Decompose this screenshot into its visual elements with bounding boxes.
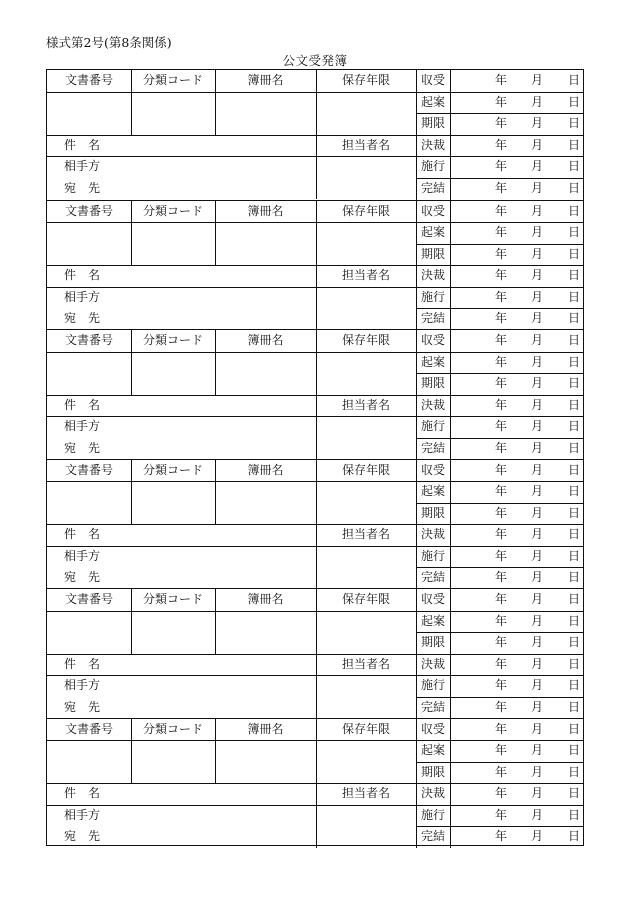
date-year-unit[interactable]: 年 xyxy=(495,268,508,283)
date-month-unit[interactable]: 月 xyxy=(531,94,544,109)
date-label: 施行 xyxy=(420,419,445,434)
person-field[interactable] xyxy=(320,156,412,178)
book-name-field[interactable] xyxy=(215,621,316,643)
header-class-code: 分類コード xyxy=(142,721,203,736)
subject-field[interactable] xyxy=(127,783,312,805)
class-code-field[interactable] xyxy=(131,621,215,643)
grid-line xyxy=(47,611,416,612)
grid-line xyxy=(450,201,451,331)
class-code-field[interactable] xyxy=(131,492,215,514)
date-day-unit[interactable]: 日 xyxy=(568,699,581,714)
date-label: 決裁 xyxy=(420,656,445,671)
date-month-unit[interactable]: 月 xyxy=(531,159,544,174)
date-day-unit[interactable]: 日 xyxy=(568,743,581,758)
grid-line xyxy=(316,805,317,848)
form-number: 様式第2号(第8条関係) xyxy=(46,35,172,50)
date-month-unit[interactable]: 月 xyxy=(531,116,544,131)
header-class-code: 分類コード xyxy=(142,333,203,347)
date-year-unit[interactable]: 年 xyxy=(495,678,508,693)
date-year-unit[interactable]: 年 xyxy=(495,419,508,434)
label-addressee: 宛 先 xyxy=(64,311,101,326)
header-retention: 保存年限 xyxy=(341,592,390,606)
counterparty-field[interactable] xyxy=(127,156,307,178)
label-person: 担当者名 xyxy=(341,656,390,671)
subject-field[interactable] xyxy=(127,395,312,417)
date-day-unit[interactable]: 日 xyxy=(568,397,581,412)
date-label: 完結 xyxy=(420,829,445,844)
retention-field[interactable] xyxy=(316,233,416,255)
date-label: 施行 xyxy=(420,289,445,304)
date-label: 起案 xyxy=(420,743,445,758)
date-day-unit[interactable]: 日 xyxy=(568,354,581,369)
date-label: 起案 xyxy=(420,225,445,240)
date-month-unit[interactable]: 月 xyxy=(531,548,544,563)
date-month-unit[interactable]: 月 xyxy=(531,311,544,326)
subject-field[interactable] xyxy=(127,265,312,287)
class-code-field[interactable] xyxy=(131,362,215,384)
addressee-field[interactable] xyxy=(127,178,307,200)
header-doc-number: 文書番号 xyxy=(64,73,113,87)
date-day-unit[interactable]: 日 xyxy=(568,94,581,109)
doc-number-field[interactable] xyxy=(47,362,131,384)
addressee-field[interactable] xyxy=(127,567,307,589)
date-year-unit[interactable]: 年 xyxy=(495,137,508,152)
date-year-unit[interactable]: 年 xyxy=(495,635,508,650)
header-doc-number: 文書番号 xyxy=(64,592,113,606)
date-month-unit[interactable]: 月 xyxy=(531,289,544,304)
date-month-unit[interactable]: 月 xyxy=(531,268,544,283)
date-label: 施行 xyxy=(420,807,445,822)
date-label: 起案 xyxy=(420,613,445,628)
date-month-unit[interactable]: 月 xyxy=(531,570,544,585)
date-year-unit[interactable]: 年 xyxy=(495,505,508,520)
date-day-unit[interactable]: 日 xyxy=(568,116,581,131)
date-label: 期限 xyxy=(420,764,445,779)
date-year-unit[interactable]: 年 xyxy=(495,807,508,822)
header-retention: 保存年限 xyxy=(341,462,390,477)
header-book-name: 簿冊名 xyxy=(247,333,284,347)
header-book-name: 簿冊名 xyxy=(247,721,284,736)
date-label: 施行 xyxy=(420,548,445,563)
date-day-unit[interactable]: 日 xyxy=(568,73,581,87)
date-day-unit[interactable]: 日 xyxy=(568,484,581,499)
label-person: 担当者名 xyxy=(341,527,390,542)
header-class-code: 分類コード xyxy=(142,592,203,606)
book-name-field[interactable] xyxy=(215,362,316,384)
date-month-unit[interactable]: 月 xyxy=(531,354,544,369)
date-month-unit[interactable]: 月 xyxy=(531,678,544,693)
date-label: 収受 xyxy=(420,73,445,87)
date-month-unit[interactable]: 月 xyxy=(531,786,544,801)
date-year-unit[interactable]: 年 xyxy=(495,699,508,714)
retention-field[interactable] xyxy=(316,492,416,514)
date-day-unit[interactable]: 日 xyxy=(568,764,581,779)
date-label: 完結 xyxy=(420,180,445,195)
label-addressee: 宛 先 xyxy=(64,180,101,195)
date-day-unit[interactable]: 日 xyxy=(568,527,581,542)
label-subject: 件 名 xyxy=(64,397,101,412)
date-year-unit[interactable]: 年 xyxy=(495,246,508,261)
date-month-unit[interactable]: 月 xyxy=(531,419,544,434)
retention-field[interactable] xyxy=(316,362,416,384)
grid-line xyxy=(450,330,451,460)
label-person: 担当者名 xyxy=(341,268,390,283)
date-label: 決裁 xyxy=(420,268,445,283)
date-label: 決裁 xyxy=(420,786,445,801)
grid-line xyxy=(450,589,451,719)
retention-field[interactable] xyxy=(316,751,416,773)
date-year-unit[interactable]: 年 xyxy=(495,311,508,326)
date-year-unit[interactable]: 年 xyxy=(495,829,508,844)
register-entry-block xyxy=(47,200,583,330)
label-counterparty: 相手方 xyxy=(64,678,101,693)
grid-line xyxy=(47,92,416,93)
register-entry-block xyxy=(47,718,583,848)
date-label: 期限 xyxy=(420,246,445,261)
date-label: 収受 xyxy=(420,721,445,736)
register-entry-block xyxy=(47,70,583,200)
date-label: 期限 xyxy=(420,376,445,391)
date-label: 決裁 xyxy=(420,527,445,542)
date-month-unit[interactable]: 月 xyxy=(531,527,544,542)
date-year-unit[interactable]: 年 xyxy=(495,462,508,477)
date-day-unit[interactable]: 日 xyxy=(568,829,581,844)
date-day-unit[interactable]: 日 xyxy=(568,419,581,434)
date-day-unit[interactable]: 日 xyxy=(568,246,581,261)
header-retention: 保存年限 xyxy=(341,333,390,347)
date-month-unit[interactable]: 月 xyxy=(531,721,544,736)
date-day-unit[interactable]: 日 xyxy=(568,289,581,304)
grid-line xyxy=(47,740,416,741)
date-year-unit[interactable]: 年 xyxy=(495,225,508,240)
grid-line xyxy=(316,546,317,589)
date-month-unit[interactable]: 月 xyxy=(531,592,544,606)
date-label: 完結 xyxy=(420,699,445,714)
date-month-unit[interactable]: 月 xyxy=(531,397,544,412)
class-code-field[interactable] xyxy=(131,102,215,124)
header-class-code: 分類コード xyxy=(142,462,203,477)
date-month-unit[interactable]: 月 xyxy=(531,246,544,261)
date-month-unit[interactable]: 月 xyxy=(531,376,544,391)
date-year-unit[interactable]: 年 xyxy=(495,159,508,174)
date-year-unit[interactable]: 年 xyxy=(495,548,508,563)
label-counterparty: 相手方 xyxy=(64,159,101,174)
date-day-unit[interactable]: 日 xyxy=(568,635,581,650)
book-name-field[interactable] xyxy=(215,492,316,514)
header-book-name: 簿冊名 xyxy=(247,592,284,606)
date-year-unit[interactable]: 年 xyxy=(495,484,508,499)
label-counterparty: 相手方 xyxy=(64,548,101,563)
label-subject: 件 名 xyxy=(64,137,101,152)
doc-number-field[interactable] xyxy=(47,492,131,514)
date-month-unit[interactable]: 月 xyxy=(531,333,544,347)
date-month-unit[interactable]: 月 xyxy=(531,743,544,758)
counterparty-field[interactable] xyxy=(127,805,307,827)
person-field[interactable] xyxy=(320,416,412,438)
date-month-unit[interactable]: 月 xyxy=(531,505,544,520)
label-person: 担当者名 xyxy=(341,137,390,152)
date-month-unit[interactable]: 月 xyxy=(531,203,544,218)
label-person: 担当者名 xyxy=(341,397,390,412)
grid-line xyxy=(450,460,451,590)
label-counterparty: 相手方 xyxy=(64,289,101,304)
label-addressee: 宛 先 xyxy=(64,570,101,585)
label-subject: 件 名 xyxy=(64,786,101,801)
retention-field[interactable] xyxy=(316,621,416,643)
addressee-field[interactable] xyxy=(127,826,307,848)
date-year-unit[interactable]: 年 xyxy=(495,397,508,412)
counterparty-field[interactable] xyxy=(127,546,307,568)
date-year-unit[interactable]: 年 xyxy=(495,180,508,195)
page-title: 公文受発簿 xyxy=(282,53,348,68)
person-field[interactable] xyxy=(320,675,412,697)
date-label: 期限 xyxy=(420,505,445,520)
date-year-unit[interactable]: 年 xyxy=(495,570,508,585)
date-label: 期限 xyxy=(420,116,445,131)
doc-number-field[interactable] xyxy=(47,621,131,643)
date-day-unit[interactable]: 日 xyxy=(568,807,581,822)
date-day-unit[interactable]: 日 xyxy=(568,462,581,477)
date-label: 施行 xyxy=(420,678,445,693)
register-entry-block xyxy=(47,329,583,459)
date-day-unit[interactable]: 日 xyxy=(568,180,581,195)
grid-line xyxy=(47,352,416,353)
grid-line xyxy=(47,222,416,223)
register-entry-block xyxy=(47,459,583,589)
header-retention: 保存年限 xyxy=(341,203,390,218)
date-day-unit[interactable]: 日 xyxy=(568,268,581,283)
date-day-unit[interactable]: 日 xyxy=(568,333,581,347)
date-label: 起案 xyxy=(420,354,445,369)
book-name-field[interactable] xyxy=(215,102,316,124)
label-counterparty: 相手方 xyxy=(64,807,101,822)
header-doc-number: 文書番号 xyxy=(64,462,113,477)
date-year-unit[interactable]: 年 xyxy=(495,354,508,369)
header-book-name: 簿冊名 xyxy=(247,462,284,477)
subject-field[interactable] xyxy=(127,524,312,546)
doc-number-field[interactable] xyxy=(47,102,131,124)
date-year-unit[interactable]: 年 xyxy=(495,376,508,391)
header-book-name: 簿冊名 xyxy=(247,73,284,87)
date-year-unit[interactable]: 年 xyxy=(495,333,508,347)
label-subject: 件 名 xyxy=(64,527,101,542)
date-day-unit[interactable]: 日 xyxy=(568,225,581,240)
subject-field[interactable] xyxy=(127,135,312,157)
date-day-unit[interactable]: 日 xyxy=(568,678,581,693)
addressee-field[interactable] xyxy=(127,697,307,719)
doc-number-field[interactable] xyxy=(47,751,131,773)
label-counterparty: 相手方 xyxy=(64,419,101,434)
date-label: 起案 xyxy=(420,484,445,499)
date-label: 施行 xyxy=(420,159,445,174)
counterparty-field[interactable] xyxy=(127,675,307,697)
date-day-unit[interactable]: 日 xyxy=(568,570,581,585)
label-addressee: 宛 先 xyxy=(64,699,101,714)
grid-line xyxy=(450,70,451,200)
date-day-unit[interactable]: 日 xyxy=(568,592,581,606)
class-code-field[interactable] xyxy=(131,233,215,255)
date-day-unit[interactable]: 日 xyxy=(568,548,581,563)
date-year-unit[interactable]: 年 xyxy=(495,721,508,736)
date-day-unit[interactable]: 日 xyxy=(568,505,581,520)
doc-number-field[interactable] xyxy=(47,233,131,255)
person-field[interactable] xyxy=(320,805,412,827)
date-month-unit[interactable]: 月 xyxy=(531,225,544,240)
date-year-unit[interactable]: 年 xyxy=(495,656,508,671)
book-name-field[interactable] xyxy=(215,751,316,773)
addressee-field[interactable] xyxy=(127,308,307,330)
label-subject: 件 名 xyxy=(64,656,101,671)
grid-line xyxy=(316,287,317,330)
date-day-unit[interactable]: 日 xyxy=(568,721,581,736)
grid-line xyxy=(316,156,317,199)
date-day-unit[interactable]: 日 xyxy=(568,203,581,218)
date-month-unit[interactable]: 月 xyxy=(531,699,544,714)
date-day-unit[interactable]: 日 xyxy=(568,159,581,174)
date-label: 収受 xyxy=(420,203,445,218)
date-month-unit[interactable]: 月 xyxy=(531,829,544,844)
date-year-unit[interactable]: 年 xyxy=(495,73,508,87)
date-year-unit[interactable]: 年 xyxy=(495,764,508,779)
person-field[interactable] xyxy=(320,546,412,568)
label-subject: 件 名 xyxy=(64,268,101,283)
date-label: 収受 xyxy=(420,333,445,347)
date-label: 完結 xyxy=(420,440,445,455)
date-year-unit[interactable]: 年 xyxy=(495,94,508,109)
date-year-unit[interactable]: 年 xyxy=(495,116,508,131)
date-year-unit[interactable]: 年 xyxy=(495,289,508,304)
date-day-unit[interactable]: 日 xyxy=(568,656,581,671)
date-day-unit[interactable]: 日 xyxy=(568,786,581,801)
date-label: 収受 xyxy=(420,462,445,477)
date-label: 収受 xyxy=(420,592,445,606)
header-retention: 保存年限 xyxy=(341,721,390,736)
date-month-unit[interactable]: 月 xyxy=(531,807,544,822)
subject-field[interactable] xyxy=(127,654,312,676)
retention-field[interactable] xyxy=(316,102,416,124)
date-month-unit[interactable]: 月 xyxy=(531,180,544,195)
addressee-field[interactable] xyxy=(127,438,307,460)
date-year-unit[interactable]: 年 xyxy=(495,203,508,218)
date-label: 決裁 xyxy=(420,137,445,152)
grid-line xyxy=(450,719,451,849)
date-year-unit[interactable]: 年 xyxy=(495,440,508,455)
date-year-unit[interactable]: 年 xyxy=(495,613,508,628)
header-class-code: 分類コード xyxy=(142,203,203,218)
date-day-unit[interactable]: 日 xyxy=(568,137,581,152)
counterparty-field[interactable] xyxy=(127,287,307,309)
date-day-unit[interactable]: 日 xyxy=(568,440,581,455)
header-retention: 保存年限 xyxy=(341,73,390,87)
date-label: 起案 xyxy=(420,94,445,109)
label-person: 担当者名 xyxy=(341,786,390,801)
register-table xyxy=(46,69,584,846)
date-month-unit[interactable]: 月 xyxy=(531,137,544,152)
grid-line xyxy=(47,481,416,482)
header-class-code: 分類コード xyxy=(142,73,203,87)
person-field[interactable] xyxy=(320,287,412,309)
date-year-unit[interactable]: 年 xyxy=(495,743,508,758)
date-label: 完結 xyxy=(420,570,445,585)
book-name-field[interactable] xyxy=(215,233,316,255)
date-label: 完結 xyxy=(420,311,445,326)
date-month-unit[interactable]: 月 xyxy=(531,484,544,499)
date-month-unit[interactable]: 月 xyxy=(531,73,544,87)
label-addressee: 宛 先 xyxy=(64,829,101,844)
date-year-unit[interactable]: 年 xyxy=(495,592,508,606)
label-addressee: 宛 先 xyxy=(64,440,101,455)
date-month-unit[interactable]: 月 xyxy=(531,764,544,779)
date-year-unit[interactable]: 年 xyxy=(495,527,508,542)
date-month-unit[interactable]: 月 xyxy=(531,635,544,650)
date-month-unit[interactable]: 月 xyxy=(531,613,544,628)
date-year-unit[interactable]: 年 xyxy=(495,786,508,801)
date-day-unit[interactable]: 日 xyxy=(568,311,581,326)
counterparty-field[interactable] xyxy=(127,416,307,438)
date-month-unit[interactable]: 月 xyxy=(531,656,544,671)
date-label: 期限 xyxy=(420,635,445,650)
header-doc-number: 文書番号 xyxy=(64,333,113,347)
grid-line xyxy=(316,675,317,718)
date-day-unit[interactable]: 日 xyxy=(568,376,581,391)
date-month-unit[interactable]: 月 xyxy=(531,462,544,477)
header-doc-number: 文書番号 xyxy=(64,721,113,736)
class-code-field[interactable] xyxy=(131,751,215,773)
date-month-unit[interactable]: 月 xyxy=(531,440,544,455)
register-entry-block xyxy=(47,588,583,718)
date-label: 決裁 xyxy=(420,397,445,412)
grid-line xyxy=(316,416,317,459)
header-book-name: 簿冊名 xyxy=(247,203,284,218)
date-day-unit[interactable]: 日 xyxy=(568,613,581,628)
header-doc-number: 文書番号 xyxy=(64,203,113,218)
